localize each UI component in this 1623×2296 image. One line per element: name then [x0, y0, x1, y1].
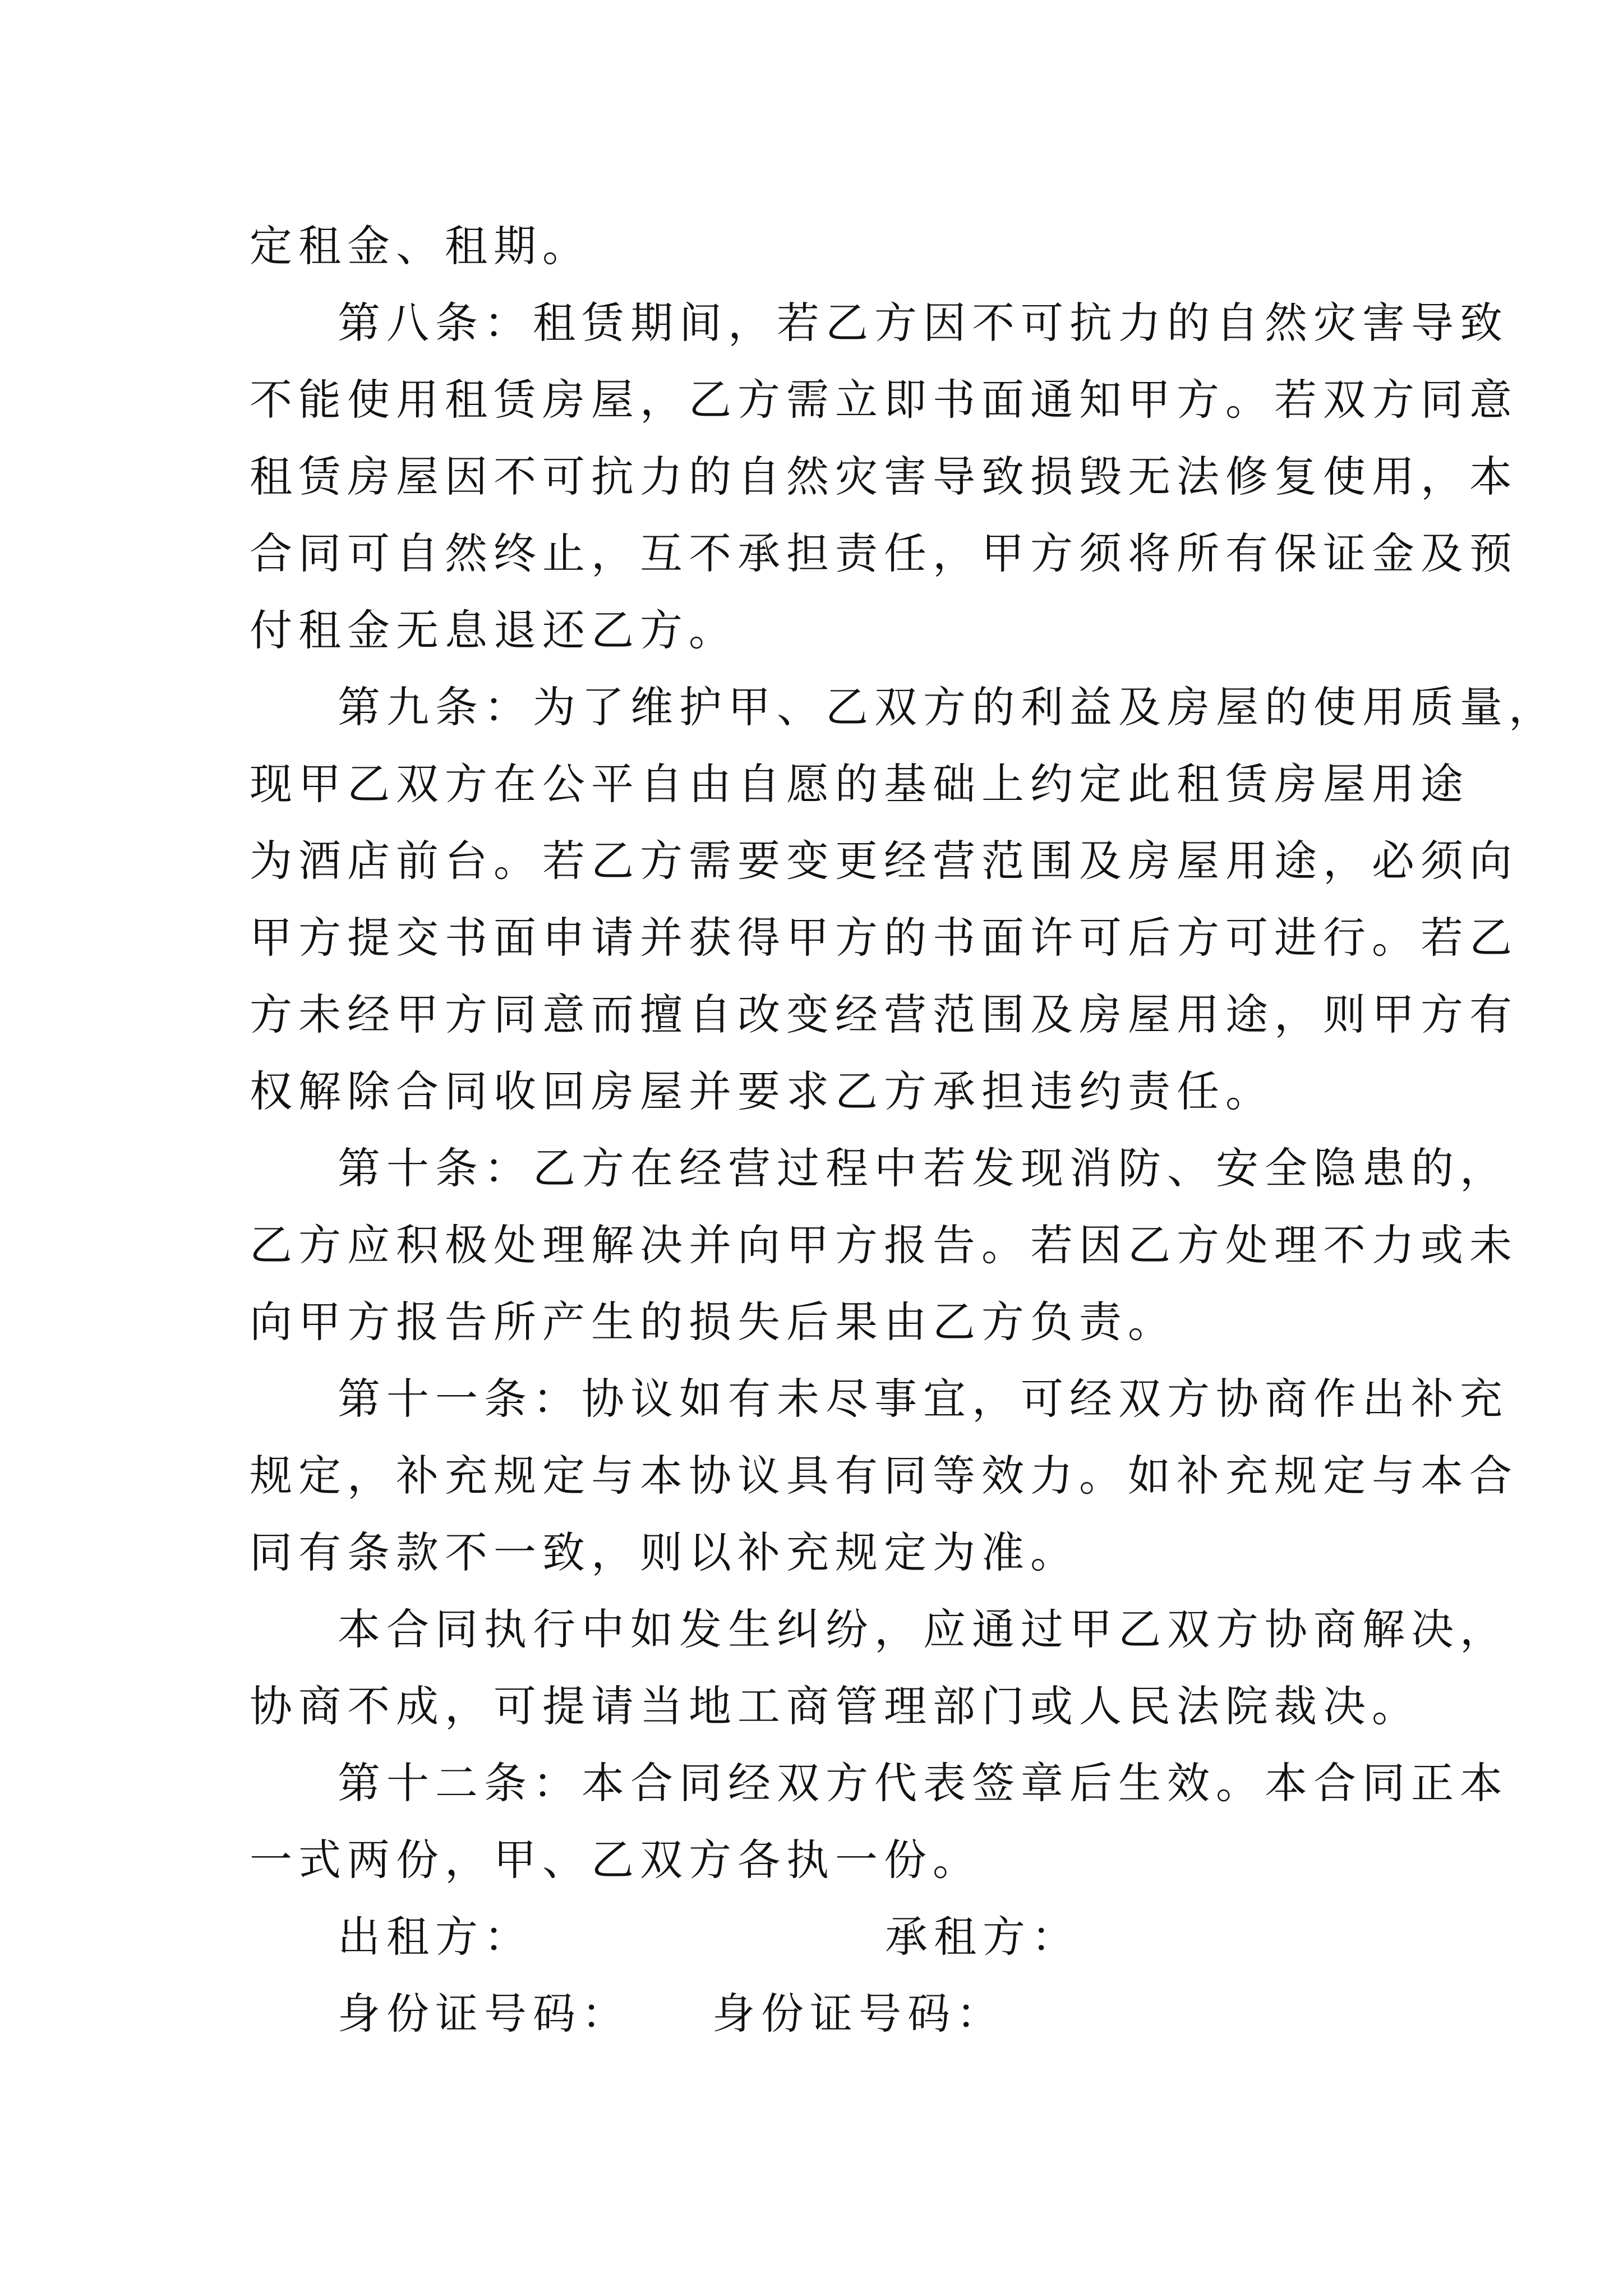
- contract-text-line: 乙方应积极处理解决并向甲方报告。若因乙方处理不力或未: [250, 1220, 1518, 1270]
- contract-text-line: 第八条：租赁期间，若乙方因不可抗力的自然灾害导致: [338, 298, 1509, 348]
- contract-text-line: 协商不成，可提请当地工商管理部门或人民法院裁决。: [250, 1681, 1421, 1731]
- contract-page: [250, 208, 1557, 2052]
- contract-text-line: 同有条款不一致，则以补充规定为准。: [250, 1527, 1079, 1577]
- contract-text-line: 方未经甲方同意而擅自改变经营范围及房屋用途，则甲方有: [250, 990, 1518, 1039]
- contract-text-line: 付租金无息退还乙方。: [250, 605, 737, 655]
- contract-text-line: 甲方提交书面申请并获得甲方的书面许可后方可进行。若乙: [250, 913, 1518, 963]
- contract-text-line: 为酒店前台。若乙方需要变更经营范围及房屋用途，必须向: [250, 836, 1518, 886]
- contract-text-line: 本合同执行中如发生纠纷，应通过甲乙双方协商解决，: [338, 1604, 1509, 1654]
- contract-text-line: 不能使用租赁房屋，乙方需立即书面通知甲方。若双方同意: [250, 375, 1518, 425]
- lessor-id-label: 身份证号码：: [338, 1989, 630, 2039]
- contract-text-line: 一式两份，甲、乙双方各执一份。: [250, 1835, 981, 1885]
- contract-body: [250, 208, 1557, 1898]
- lessor-label: 出租方：: [338, 1912, 533, 1962]
- lessee-label: 承租方：: [885, 1912, 1080, 1962]
- signature-party-row: [250, 1898, 1388, 1975]
- signature-id-row: [250, 1975, 1388, 2052]
- contract-text-line: 现甲乙双方在公平自由自愿的基础上约定此租赁房屋用途: [250, 759, 1469, 809]
- contract-text-line: 第十条：乙方在经营过程中若发现消防、安全隐患的，: [338, 1143, 1509, 1193]
- contract-text-line: 第九条：为了维护甲、乙双方的利益及房屋的使用质量，: [338, 682, 1557, 732]
- contract-text-line: 合同可自然终止，互不承担责任，甲方须将所有保证金及预: [250, 528, 1518, 578]
- contract-text-line: 向甲方报告所产生的损失后果由乙方负责。: [250, 1297, 1177, 1347]
- contract-text-line: 租赁房屋因不可抗力的自然灾害导致损毁无法修复使用，本: [250, 452, 1518, 501]
- contract-text-line: 定租金、租期。: [250, 221, 591, 271]
- contract-text-line: 权解除合同收回房屋并要求乙方承担违约责任。: [250, 1066, 1274, 1116]
- contract-text-line: 第十二条：本合同经双方代表签章后生效。本合同正本: [338, 1758, 1509, 1808]
- contract-text-line: 第十一条：协议如有未尽事宜，可经双方协商作出补充: [338, 1374, 1509, 1424]
- lessee-id-label: 身份证号码：: [712, 1989, 1005, 2039]
- contract-text-line: 规定，补充规定与本协议具有同等效力。如补充规定与本合: [250, 1451, 1518, 1501]
